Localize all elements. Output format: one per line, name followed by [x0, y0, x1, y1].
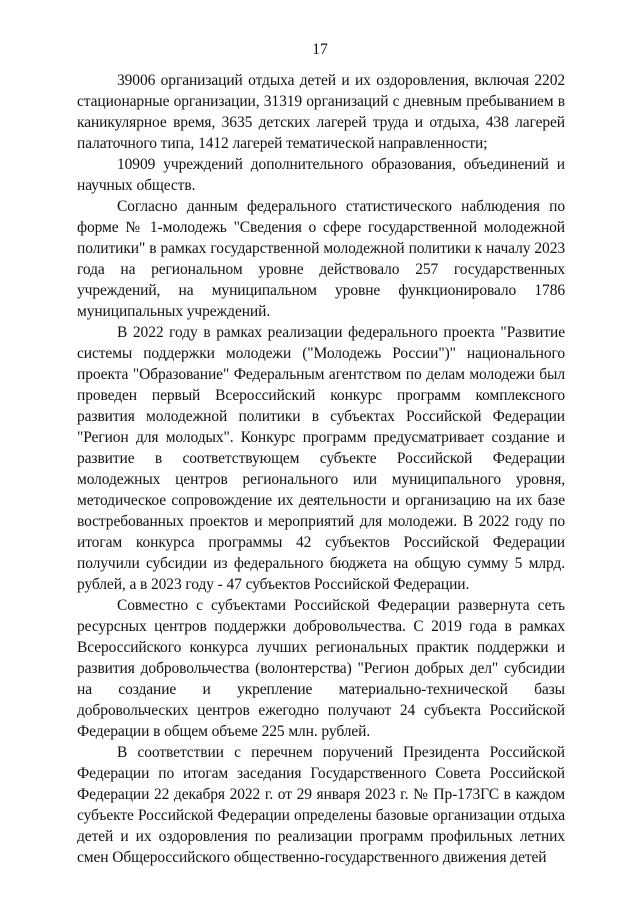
paragraph: Согласно данным федерального статистического наблюдения по форме № 1-молодежь "Сведения о сфере государственной молодежной политики" в рамках государственной молодежной политики к началу 2023 года на региональном уровне действовало 257 государственных учреждений, на муниципальном уровне функционировало 1786 муниципальных учреждений.	[77, 198, 565, 320]
page-number: 17	[312, 41, 328, 58]
paragraph: В соответствии с перечнем поручений Президента Российской Федерации по итогам заседания Государственного Совета Российской Федерации 22 декабря 2022 г. от 29 января 2023 г. № Пр-173ГС в каждом субъекте Российской Федерации определены базовые организации отдыха детей и их оздоровления по реализации программ профильных летних смен Общероссийского общественно-государственного движения детей	[77, 744, 565, 866]
paragraph: Совместно с субъектами Российской Федерации развернута сеть ресурсных центров поддержки добровольчества. С 2019 года в рамках Всероссийского конкурса лучших региональных практик поддержки и развития добровольчества (волонтерства) "Регион добрых дел" субсидии на создание и укрепление материально-технической базы добровольческих центров ежегодно получают 24 субъекта Российской Федерации в общем объеме 225 млн. рублей.	[77, 597, 565, 740]
paragraph: 10909 учреждений дополнительного образования, объединений и научных обществ.	[77, 156, 565, 194]
document-body	[77, 70, 565, 868]
paragraph: 39006 организаций отдыха детей и их оздоровления, включая 2202 стационарные организации, 31319 организаций с дневным пребыванием в каникулярное время, 3635 детских лагерей труда и отдыха, 438 лагерей палаточного типа, 1412 лагерей тематической направленности;	[77, 72, 565, 152]
paragraph: В 2022 году в рамках реализации федерального проекта "Развитие системы поддержки молодежи ("Молодежь России")" национального проекта "Образование" Федеральным агентством по делам молодежи был проведен первый Всероссийский конкурс программ комплексного развития молодежной политики в субъектах Российской Федерации "Регион для молодых". Конкурс программ предусматривает создание и развитие в соответствующем субъекте Российской Федерации молодежных центров регионального или муниципального уровня, методическое сопровождение их деятельности и организацию на их базе востребованных проектов и мероприятий для молодежи. В 2022 году по итогам конкурса программы 42 субъектов Российской Федерации получили субсидии из федерального бюджета на общую сумму 5 млрд. рублей, а в 2023 году - 47 субъектов Российской Федерации.	[77, 324, 565, 593]
